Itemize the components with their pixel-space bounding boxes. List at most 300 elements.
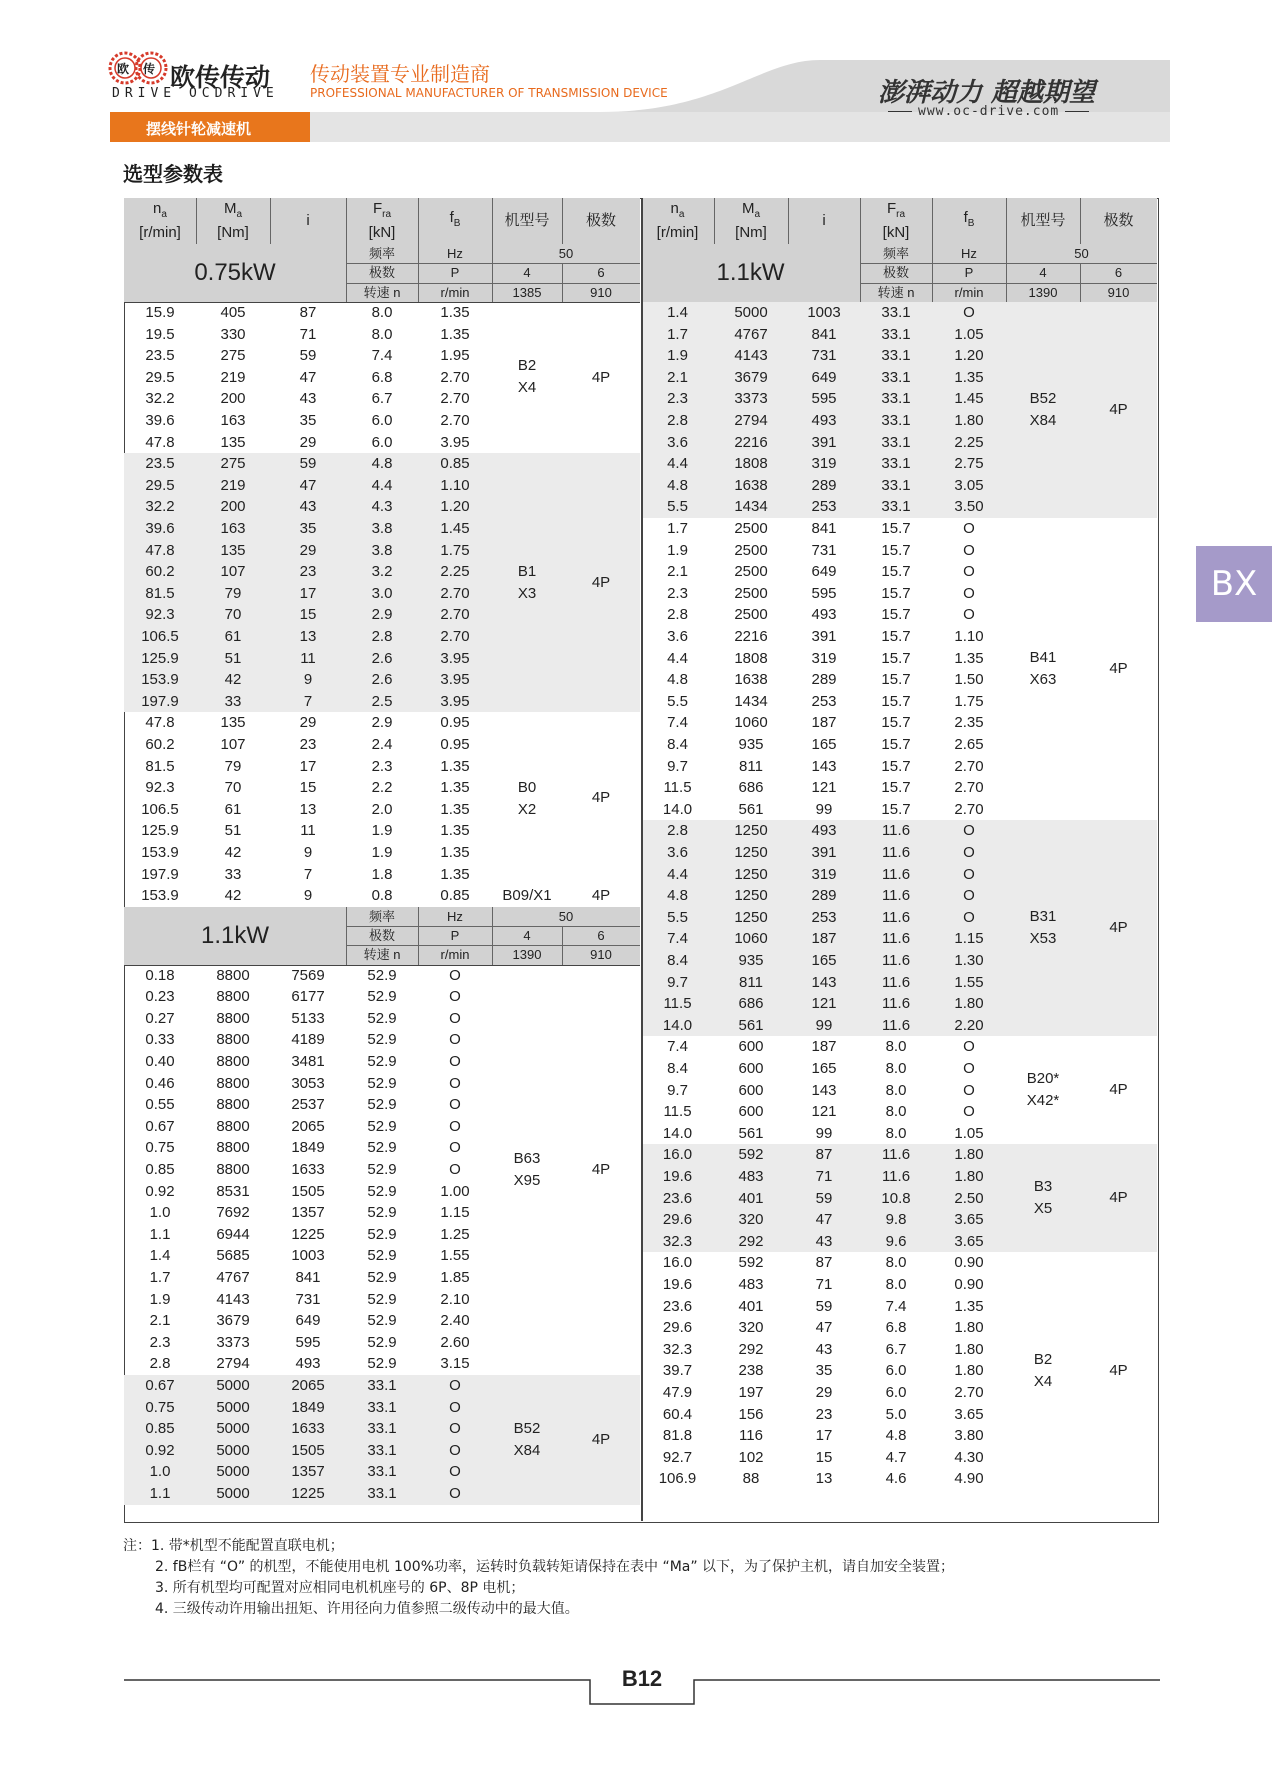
left-cell-fb: O bbox=[449, 1420, 461, 1438]
left-cell-fb: O bbox=[449, 1161, 461, 1178]
right-cell-fra: 15.7 bbox=[881, 779, 911, 797]
right-header-fb: $f_B$ bbox=[963, 209, 975, 229]
right-cell-ma: 1434 bbox=[734, 692, 768, 710]
right-cell-i: 289 bbox=[811, 671, 837, 689]
left-cell-fra: 1.8 bbox=[371, 865, 393, 883]
left-poles: 4P bbox=[591, 1431, 611, 1448]
model-code: B63 bbox=[513, 1149, 541, 1167]
right-cell-i: 13 bbox=[815, 1470, 833, 1488]
right-cell-na: 2.8 bbox=[667, 411, 688, 429]
left-cell-na: 60.2 bbox=[145, 563, 175, 581]
left-cell-i: 493 bbox=[295, 1355, 321, 1373]
right-cell-fb: O bbox=[963, 563, 975, 581]
left-cell-na: 0.75 bbox=[145, 1398, 175, 1416]
right-cell-na: 19.6 bbox=[662, 1275, 693, 1293]
grid-line bbox=[1080, 263, 1081, 282]
right-cell-fra: 6.0 bbox=[885, 1362, 907, 1380]
right-cell-ma: 156 bbox=[738, 1405, 764, 1423]
left-cell-i: 23 bbox=[299, 563, 317, 581]
left-model-B1-X3 bbox=[492, 453, 562, 712]
right-cell-i: 253 bbox=[811, 908, 837, 926]
left-cell-na: 15.9 bbox=[145, 303, 175, 321]
left-header-na: $n_a$ [r/min] bbox=[139, 200, 181, 241]
right-cell-fra: 33.1 bbox=[881, 368, 911, 386]
right-cell-fb: 4.90 bbox=[954, 1470, 984, 1488]
note-1-text: 1. 带*机型不能配置直联电机； bbox=[151, 1538, 344, 1554]
right-cell-i: 87 bbox=[815, 1146, 833, 1164]
left-cell-i: 2065 bbox=[291, 1377, 325, 1394]
right-cell-i: 71 bbox=[815, 1167, 833, 1185]
left-cell-ma: 405 bbox=[220, 303, 246, 321]
left-cell-na: 125.9 bbox=[141, 649, 179, 667]
right-cell-fra: 15.7 bbox=[881, 800, 911, 818]
model-code: X42* bbox=[1026, 1092, 1060, 1110]
right-model-B20*-X42* bbox=[1006, 1036, 1080, 1144]
left-meta-value: 910 bbox=[590, 947, 612, 963]
right-cell-i: 29 bbox=[815, 1383, 833, 1401]
right-cell-i: 71 bbox=[815, 1275, 833, 1293]
model-code: X84 bbox=[513, 1441, 541, 1459]
right-cell-na: 4.4 bbox=[667, 865, 688, 883]
model-code: B09/X1 bbox=[502, 886, 552, 904]
right-cell-ma: 238 bbox=[738, 1362, 764, 1380]
left-cell-na: 0.85 bbox=[145, 1161, 175, 1178]
right-cell-i: 143 bbox=[811, 757, 837, 775]
right-poles: 4P bbox=[1109, 1081, 1128, 1099]
left-cell-fra: 0.8 bbox=[371, 887, 393, 905]
left-cell-fra: 6.7 bbox=[371, 390, 393, 408]
right-cell-i: 319 bbox=[811, 865, 837, 883]
right-model-B41-X63 bbox=[1006, 518, 1080, 820]
left-cell-i: 1505 bbox=[291, 1182, 325, 1200]
right-cell-na: 60.4 bbox=[662, 1405, 693, 1423]
right-cell-fb: O bbox=[963, 822, 975, 840]
left-meta-value: 6 bbox=[597, 928, 605, 943]
right-poles: 4P bbox=[1109, 919, 1128, 937]
left-cell-na: 0.23 bbox=[145, 988, 175, 1006]
right-cell-fb: O bbox=[963, 1081, 975, 1099]
right-cell-fb: 2.70 bbox=[954, 800, 984, 818]
left-cell-fra: 33.1 bbox=[367, 1485, 397, 1502]
right-cell-fra: 33.1 bbox=[881, 303, 911, 321]
left-cell-ma: 8800 bbox=[216, 1053, 250, 1070]
model-code: B3 bbox=[1033, 1178, 1053, 1196]
left-cell-i: 59 bbox=[299, 347, 317, 365]
left-cell-ma: 107 bbox=[220, 563, 246, 581]
right-cell-na: 9.7 bbox=[667, 1081, 688, 1099]
right-cell-fb: 1.35 bbox=[954, 649, 984, 667]
category-tab-label: 摆线针轮减速机 bbox=[146, 120, 252, 138]
right-meta-value: 910 bbox=[1107, 284, 1130, 300]
left-cell-ma: 51 bbox=[224, 822, 242, 840]
left-cell-na: 197.9 bbox=[141, 692, 179, 710]
grid-line bbox=[270, 198, 271, 244]
right-cell-na: 47.9 bbox=[662, 1383, 693, 1401]
right-meta-label: 频率 bbox=[882, 246, 909, 261]
right-cell-fb: 2.70 bbox=[954, 1383, 984, 1401]
right-meta-value: 1390 bbox=[1028, 284, 1058, 300]
left-header-fra: $F_{ra}$ [kN] bbox=[368, 200, 396, 241]
right-cell-ma: 320 bbox=[738, 1319, 764, 1337]
left-cell-fb: 1.55 bbox=[440, 1247, 470, 1265]
left-meta-label: 频率 bbox=[368, 246, 395, 261]
model-code: B2 bbox=[517, 357, 537, 375]
right-cell-i: 319 bbox=[811, 649, 837, 667]
left-cell-na: 197.9 bbox=[141, 865, 179, 883]
right-cell-i: 165 bbox=[811, 951, 837, 969]
left-cell-na: 92.3 bbox=[145, 606, 175, 624]
right-cell-na: 7.4 bbox=[667, 1038, 688, 1056]
left-cell-ma: 8800 bbox=[216, 966, 250, 984]
left-cell-fra: 2.5 bbox=[371, 692, 393, 710]
left-cell-na: 153.9 bbox=[141, 671, 179, 689]
right-cell-fra: 7.4 bbox=[885, 1297, 907, 1315]
left-cell-fra: 52.9 bbox=[367, 1182, 397, 1200]
left-cell-i: 47 bbox=[299, 476, 317, 494]
left-cell-fb: 3.95 bbox=[440, 649, 470, 667]
right-cell-fra: 11.6 bbox=[881, 843, 911, 861]
left-cell-fra: 33.1 bbox=[367, 1463, 397, 1481]
left-cell-na: 39.6 bbox=[145, 411, 175, 429]
left-cell-fra: 52.9 bbox=[367, 1269, 397, 1286]
left-cell-ma: 4143 bbox=[216, 1290, 250, 1308]
left-cell-ma: 219 bbox=[220, 476, 246, 494]
right-cell-ma: 292 bbox=[738, 1340, 764, 1358]
right-cell-ma: 292 bbox=[738, 1232, 764, 1250]
right-meta-unit: r/min bbox=[954, 284, 984, 300]
left-cell-ma: 5000 bbox=[216, 1441, 250, 1459]
left-cell-i: 1357 bbox=[291, 1204, 325, 1222]
right-cell-fb: 2.25 bbox=[954, 433, 984, 451]
left-cell-fb: 1.35 bbox=[440, 865, 470, 883]
model-code: B20* bbox=[1026, 1070, 1060, 1088]
right-poles: 4P bbox=[1109, 1362, 1128, 1380]
left-cell-i: 595 bbox=[295, 1333, 321, 1351]
right-cell-ma: 2500 bbox=[734, 541, 768, 559]
right-cell-ma: 102 bbox=[738, 1448, 764, 1466]
right-cell-ma: 592 bbox=[738, 1146, 764, 1164]
right-cell-na: 2.3 bbox=[667, 584, 688, 602]
model-code: B52 bbox=[513, 1419, 541, 1437]
right-cell-fb: 0.90 bbox=[954, 1275, 984, 1293]
right-cell-na: 2.1 bbox=[667, 563, 688, 581]
right-header-na: $n_a$ [r/min] bbox=[656, 200, 699, 241]
right-cell-i: 841 bbox=[811, 519, 837, 537]
grid-line bbox=[860, 263, 1157, 264]
grid-line bbox=[492, 907, 493, 965]
grid-line bbox=[562, 945, 563, 964]
left-cell-i: 9 bbox=[303, 887, 313, 905]
right-cell-fb: 1.45 bbox=[954, 390, 984, 408]
left-cell-i: 15 bbox=[299, 779, 317, 797]
grid-line bbox=[714, 198, 715, 244]
right-cell-fb: O bbox=[963, 1103, 975, 1121]
left-meta-unit: P bbox=[450, 265, 460, 281]
left-cell-na: 0.92 bbox=[145, 1441, 175, 1459]
left-cell-i: 7569 bbox=[291, 966, 325, 984]
right-cell-fb: 1.35 bbox=[954, 368, 984, 386]
left-cell-fra: 52.9 bbox=[367, 1290, 397, 1308]
right-cell-na: 23.6 bbox=[662, 1189, 693, 1207]
right-cell-na: 8.4 bbox=[667, 735, 688, 753]
right-cell-fb: 2.70 bbox=[954, 757, 984, 775]
slogan: 澎湃动力 超越期望 bbox=[878, 78, 1096, 108]
left-cell-i: 649 bbox=[295, 1312, 321, 1330]
left-cell-na: 106.5 bbox=[141, 627, 179, 645]
left-cell-fb: 1.35 bbox=[440, 779, 470, 797]
right-cell-fra: 11.6 bbox=[881, 822, 911, 840]
note-4: 4. 三级传动许用输出扭矩、许用径向力值参照二级传动中的最大值。 bbox=[155, 1601, 579, 1617]
left-cell-na: 1.1 bbox=[149, 1225, 171, 1243]
left-cell-fb: O bbox=[449, 1463, 461, 1481]
right-cell-fb: 1.80 bbox=[954, 1340, 984, 1358]
right-cell-i: 87 bbox=[815, 1254, 833, 1272]
left-cell-i: 1849 bbox=[291, 1398, 325, 1416]
left-cell-ma: 5000 bbox=[216, 1398, 250, 1416]
right-cell-i: 595 bbox=[811, 390, 837, 408]
right-cell-i: 187 bbox=[811, 1038, 837, 1056]
right-cell-fra: 15.7 bbox=[881, 563, 911, 581]
left-cell-fb: O bbox=[449, 1053, 461, 1070]
right-cell-na: 7.4 bbox=[667, 930, 688, 948]
right-cell-fb: O bbox=[963, 584, 975, 602]
left-cell-i: 1003 bbox=[291, 1247, 325, 1265]
left-meta-value: 910 bbox=[590, 284, 612, 300]
left-cell-fb: 1.35 bbox=[440, 303, 470, 321]
right-cell-ma: 935 bbox=[738, 951, 764, 969]
grid-line bbox=[346, 244, 347, 302]
grid-line bbox=[346, 926, 640, 927]
right-cell-na: 1.9 bbox=[667, 541, 688, 559]
left-cell-ma: 42 bbox=[224, 843, 242, 861]
right-cell-ma: 2500 bbox=[734, 563, 768, 581]
left-cell-i: 1633 bbox=[291, 1420, 325, 1438]
side-tab-bx[interactable]: BX bbox=[1196, 546, 1272, 622]
right-cell-i: 35 bbox=[815, 1362, 833, 1380]
model-code: B31 bbox=[1029, 908, 1057, 926]
right-cell-fra: 4.6 bbox=[885, 1470, 907, 1488]
left-cell-fb: 2.10 bbox=[440, 1290, 470, 1308]
right-poles: 4P bbox=[1109, 659, 1128, 677]
left-cell-fra: 3.2 bbox=[371, 563, 393, 581]
left-cell-fb: 1.85 bbox=[440, 1269, 470, 1286]
left-cell-na: 106.5 bbox=[141, 800, 179, 818]
right-meta-unit: P bbox=[964, 265, 974, 281]
left-header-i: i bbox=[306, 212, 310, 229]
right-cell-na: 7.4 bbox=[667, 714, 688, 732]
right-cell-i: 493 bbox=[811, 822, 837, 840]
left-cell-na: 2.1 bbox=[149, 1312, 171, 1330]
left-cell-i: 1225 bbox=[291, 1225, 325, 1243]
left-cell-i: 43 bbox=[299, 390, 317, 408]
left-header-ma: $M_a$ [Nm] bbox=[217, 200, 249, 241]
right-cell-na: 5.5 bbox=[667, 908, 688, 926]
left-cell-fra: 52.9 bbox=[367, 1247, 397, 1265]
model-code: X4 bbox=[1033, 1373, 1053, 1391]
left-cell-ma: 275 bbox=[220, 347, 246, 365]
section-title: 选型参数表 bbox=[123, 162, 223, 186]
right-cell-fb: O bbox=[963, 865, 975, 883]
right-cell-ma: 1638 bbox=[734, 671, 768, 689]
right-meta-label: 转速 n bbox=[877, 284, 915, 300]
right-cell-na: 5.5 bbox=[667, 498, 688, 516]
right-cell-fra: 11.6 bbox=[881, 1167, 911, 1185]
right-cell-i: 99 bbox=[815, 1124, 833, 1142]
left-cell-fb: 3.95 bbox=[440, 692, 470, 710]
left-cell-fra: 3.0 bbox=[371, 584, 393, 602]
right-cell-fra: 11.6 bbox=[881, 908, 911, 926]
note-3: 3. 所有机型均可配置对应相同电机机座号的 6P、8P 电机； bbox=[155, 1580, 525, 1596]
left-cell-na: 0.33 bbox=[145, 1031, 175, 1049]
left-cell-fra: 52.9 bbox=[367, 1139, 397, 1157]
right-cell-ma: 3679 bbox=[734, 368, 768, 386]
right-cell-fb: 2.35 bbox=[954, 714, 984, 732]
right-cell-ma: 88 bbox=[742, 1470, 760, 1488]
left-cell-fra: 52.9 bbox=[367, 1096, 397, 1114]
left-cell-na: 29.5 bbox=[145, 476, 175, 494]
right-cell-fra: 8.0 bbox=[885, 1059, 907, 1077]
right-cell-fra: 6.8 bbox=[885, 1319, 907, 1337]
right-cell-i: 47 bbox=[815, 1211, 833, 1229]
left-cell-na: 92.3 bbox=[145, 779, 175, 797]
grid-line bbox=[562, 926, 563, 945]
left-cell-fb: 1.35 bbox=[440, 843, 470, 861]
left-meta-unit: Hz bbox=[447, 908, 463, 924]
left-cell-fra: 33.1 bbox=[367, 1441, 397, 1459]
right-cell-fra: 11.6 bbox=[881, 973, 911, 991]
left-cell-i: 11 bbox=[300, 822, 316, 840]
logo-badge-left: 欧 bbox=[117, 62, 130, 76]
left-cell-i: 11 bbox=[300, 649, 316, 667]
right-cell-ma: 1808 bbox=[734, 455, 768, 473]
left-cell-na: 0.27 bbox=[145, 1009, 175, 1027]
right-cell-fb: 3.05 bbox=[954, 476, 984, 494]
left-cell-i: 1849 bbox=[291, 1139, 325, 1157]
left-cell-ma: 3679 bbox=[216, 1312, 250, 1330]
left-cell-na: 0.85 bbox=[145, 1420, 175, 1438]
left-header-model: 机型号 bbox=[504, 212, 550, 229]
left-cell-fb: 2.70 bbox=[440, 390, 470, 408]
left-cell-ma: 8800 bbox=[216, 1117, 250, 1135]
right-cell-na: 16.0 bbox=[662, 1254, 693, 1272]
left-meta-value: 1385 bbox=[512, 284, 542, 300]
right-cell-na: 29.6 bbox=[662, 1319, 693, 1337]
left-poles: 4P bbox=[591, 1160, 611, 1178]
left-cell-fra: 52.9 bbox=[367, 1074, 397, 1092]
right-cell-na: 19.6 bbox=[662, 1167, 693, 1185]
left-meta-label: 转速 n bbox=[363, 284, 401, 300]
left-cell-i: 9 bbox=[303, 843, 313, 861]
left-cell-ma: 8800 bbox=[216, 1031, 250, 1049]
left-cell-ma: 5000 bbox=[216, 1420, 250, 1438]
right-cell-fb: 1.15 bbox=[954, 930, 984, 948]
right-cell-na: 4.8 bbox=[667, 671, 688, 689]
left-cell-ma: 8800 bbox=[216, 1074, 250, 1092]
left-cell-i: 29 bbox=[299, 714, 317, 732]
left-cell-i: 1633 bbox=[291, 1161, 325, 1178]
right-cell-na: 4.8 bbox=[667, 887, 688, 905]
left-cell-fb: 0.95 bbox=[440, 735, 470, 753]
right-cell-i: 391 bbox=[811, 433, 837, 451]
right-cell-na: 1.7 bbox=[667, 325, 688, 343]
website-url: www.oc-drive.com bbox=[918, 104, 1060, 119]
left-cell-fra: 8.0 bbox=[371, 325, 393, 343]
right-cell-fra: 15.7 bbox=[881, 649, 911, 667]
right-cell-fb: 1.80 bbox=[954, 1167, 984, 1185]
right-cell-na: 14.0 bbox=[662, 1016, 693, 1034]
left-cell-fra: 7.4 bbox=[371, 347, 393, 365]
left-cell-na: 23.5 bbox=[145, 347, 175, 365]
left-cell-fra: 6.0 bbox=[371, 433, 393, 451]
right-cell-fb: 3.50 bbox=[954, 498, 984, 516]
right-cell-ma: 561 bbox=[738, 1016, 764, 1034]
left-cell-fb: O bbox=[449, 1441, 461, 1459]
left-cell-ma: 8800 bbox=[216, 1096, 250, 1114]
right-cell-fra: 15.7 bbox=[881, 714, 911, 732]
left-cell-fra: 2.8 bbox=[371, 627, 393, 645]
right-cell-ma: 401 bbox=[738, 1297, 764, 1315]
right-cell-i: 649 bbox=[811, 563, 837, 581]
left-cell-ma: 200 bbox=[220, 498, 246, 516]
left-cell-fra: 52.9 bbox=[367, 1312, 397, 1330]
left-cell-i: 5133 bbox=[291, 1009, 325, 1027]
right-power-title: 1.1kW bbox=[716, 259, 785, 286]
right-cell-na: 8.4 bbox=[667, 951, 688, 969]
left-cell-ma: 135 bbox=[220, 541, 246, 559]
left-cell-fra: 52.9 bbox=[367, 1161, 397, 1178]
left-cell-fb: O bbox=[449, 1009, 461, 1027]
left-cell-ma: 163 bbox=[220, 411, 246, 429]
right-cell-fra: 11.6 bbox=[881, 995, 911, 1013]
left-cell-i: 3481 bbox=[291, 1053, 325, 1070]
left-cell-fra: 52.9 bbox=[367, 1053, 397, 1070]
right-cell-i: 841 bbox=[811, 325, 837, 343]
left-cell-fb: O bbox=[449, 1139, 461, 1157]
right-cell-fb: 2.50 bbox=[954, 1189, 984, 1207]
left-cell-fra: 4.8 bbox=[371, 455, 393, 473]
note-2: 2. fB栏有 “O” 的机型，不能使用电机 100%功率，运转时负载转矩请保持在表中 “Ma” 以下，为了保护主机，请自加安全装置； bbox=[155, 1559, 955, 1575]
right-cell-na: 1.7 bbox=[667, 519, 688, 537]
left-cell-na: 23.5 bbox=[145, 455, 175, 473]
left-poles: 4P bbox=[591, 574, 611, 592]
left-cell-fra: 2.6 bbox=[371, 649, 393, 667]
right-cell-i: 187 bbox=[811, 930, 837, 948]
left-cell-fra: 1.9 bbox=[371, 822, 393, 840]
right-cell-i: 731 bbox=[811, 541, 837, 559]
right-cell-i: 23 bbox=[815, 1405, 833, 1423]
left-cell-na: 32.2 bbox=[145, 498, 175, 516]
right-cell-ma: 2216 bbox=[734, 433, 768, 451]
left-cell-i: 9 bbox=[303, 671, 313, 689]
left-cell-i: 2537 bbox=[291, 1096, 325, 1114]
grid-line bbox=[562, 198, 563, 244]
right-cell-i: 391 bbox=[811, 843, 837, 861]
model-code: X53 bbox=[1029, 930, 1057, 948]
left-cell-fb: O bbox=[449, 966, 461, 984]
right-meta-value: 4 bbox=[1039, 265, 1047, 281]
left-cell-fra: 2.9 bbox=[371, 714, 393, 732]
left-cell-fra: 3.8 bbox=[371, 541, 393, 559]
left-cell-ma: 8800 bbox=[216, 1139, 250, 1157]
left-cell-i: 47 bbox=[299, 368, 317, 386]
left-cell-ma: 2794 bbox=[216, 1355, 250, 1373]
grid-line bbox=[492, 244, 493, 302]
right-cell-fb: 1.10 bbox=[954, 627, 984, 645]
right-cell-na: 9.7 bbox=[667, 973, 688, 991]
right-cell-na: 81.8 bbox=[662, 1427, 693, 1445]
left-cell-ma: 107 bbox=[220, 735, 246, 753]
right-cell-na: 14.0 bbox=[662, 800, 693, 818]
